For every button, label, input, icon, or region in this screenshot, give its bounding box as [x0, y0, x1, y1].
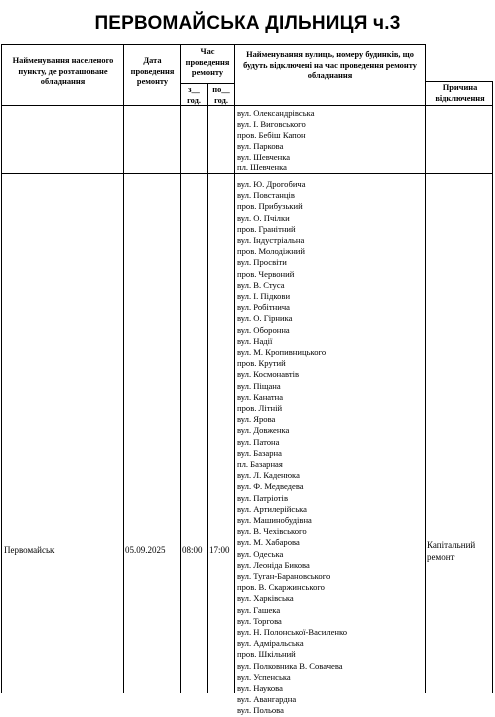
street-item: вул. Індустріальна — [237, 235, 305, 245]
header-time: Час проведення ремонту — [185, 47, 230, 77]
time-to-cell: 17:00 — [209, 545, 230, 555]
street-item: вул. І. Підкови — [237, 291, 291, 301]
street-item: вул. Оборонна — [237, 324, 290, 335]
page-title: ПЕРВОМАЙСЬКА ДІЛЬНИЦЯ ч.3 — [94, 13, 401, 34]
time-subheader-divider — [180, 83, 235, 84]
column-divider — [425, 44, 426, 693]
street-item: вул. Патона — [237, 436, 280, 447]
header-locality: Найменування населеного пункту, де розташоване обладнання — [12, 56, 114, 86]
street-item: вул. Успенська — [237, 671, 291, 682]
street-item: вул. Патріотів — [237, 492, 288, 503]
street-item: вул. Леоніда Бикова — [237, 559, 310, 570]
street-item: вул. Повстанців — [237, 190, 295, 201]
street-item: вул. Н. Полонської-Василенко — [237, 627, 348, 637]
street-item: вул. О. Гірника — [237, 313, 293, 324]
street-item: вул. Довженка — [237, 425, 290, 436]
street-item: пров. Шкільний — [237, 649, 296, 660]
header-streets: Найменування вулиць, номеру будинків, що будуть відключені на час проведення ремонту обладнання — [243, 50, 417, 80]
street-item: пл. Базарная — [237, 459, 283, 469]
header-date: Дата проведення ремонту — [130, 56, 175, 86]
street-item: пров. Літній — [237, 403, 283, 413]
street-item: вул. Ярова — [237, 414, 276, 425]
header-time-to: по__ год. — [212, 85, 230, 105]
header-time-from: з__ год. — [187, 85, 201, 105]
reason-header-top — [425, 81, 493, 82]
street-item: вул. Базарна — [237, 447, 282, 458]
header-reason: Причина відключення — [435, 83, 485, 103]
street-item: вул. Машинобудівна — [237, 515, 312, 525]
street-item: вул. Паркова — [237, 141, 284, 151]
table-border-top — [1, 44, 426, 45]
street-item: вул. Л. Каденюка — [237, 470, 300, 481]
column-divider — [180, 44, 181, 693]
street-item: пров. Крутий — [237, 358, 286, 369]
street-item: вул. Піщана — [237, 380, 281, 391]
street-item: вул. Робітнича — [237, 302, 290, 313]
street-item: пров. Бебіш Капон — [237, 130, 306, 140]
street-item: вул. Одеська — [237, 548, 284, 559]
column-divider — [123, 44, 124, 693]
street-item: вул. Гашека — [237, 604, 281, 615]
street-item: вул. М. Кропивницького — [237, 347, 327, 357]
street-item: вул. Просвіти — [237, 257, 287, 268]
street-item: пл. Шевченка — [237, 162, 287, 172]
street-item: пров. Гранітний — [237, 223, 296, 234]
street-item: вул. В. Стуса — [237, 279, 285, 290]
column-divider — [234, 44, 235, 693]
reason-cell-line2: ремонт — [427, 552, 455, 562]
street-item: вул. О. Пчілки — [237, 212, 290, 223]
street-item: вул. Авангардна — [237, 694, 297, 705]
locality-cell: Первомайськ — [4, 545, 55, 555]
street-item: вул. Шевченка — [237, 152, 291, 162]
street-item: вул. І. Виговського — [237, 119, 306, 129]
street-item: вул. Ф. Медведева — [237, 481, 304, 492]
time-from-cell: 08:00 — [182, 545, 203, 555]
street-item: вул. Ю. Дрогобича — [237, 179, 306, 189]
street-item: вул. Наукова — [237, 683, 283, 693]
outage-table — [1, 44, 493, 716]
street-item: вул. Надії — [237, 335, 273, 346]
street-item: пров. В. Скаржинського — [237, 582, 325, 593]
street-item: пров. Червоний — [237, 268, 295, 279]
street-item: вул. Адміральська — [237, 638, 304, 649]
street-item: вул. Торгова — [237, 615, 282, 626]
street-item: пров. Молодіжний — [237, 246, 305, 257]
street-item: вул. М. Хабарова — [237, 537, 300, 548]
column-divider — [207, 83, 208, 693]
street-item: вул. Полковника В. Совачева — [237, 660, 343, 671]
reason-cell-line1: Капітальний — [427, 540, 476, 550]
street-item: пров. Прибузький — [237, 201, 303, 212]
street-item: вул. В. Чехівського — [237, 526, 307, 537]
table-border-left — [1, 44, 2, 693]
street-item: вул. Артилерійська — [237, 503, 307, 514]
street-item: вул. Олександрівська — [237, 108, 315, 118]
header-bottom-line — [1, 105, 493, 106]
street-item: вул. Туган-Барановського — [237, 571, 331, 581]
street-item: вул. Харківська — [237, 593, 294, 604]
date-cell: 05.09.2025 — [125, 545, 166, 555]
street-item: вул. Польова — [237, 705, 284, 716]
street-item: вул. Канатна — [237, 391, 284, 402]
street-item: вул. Космонавтів — [237, 369, 300, 380]
